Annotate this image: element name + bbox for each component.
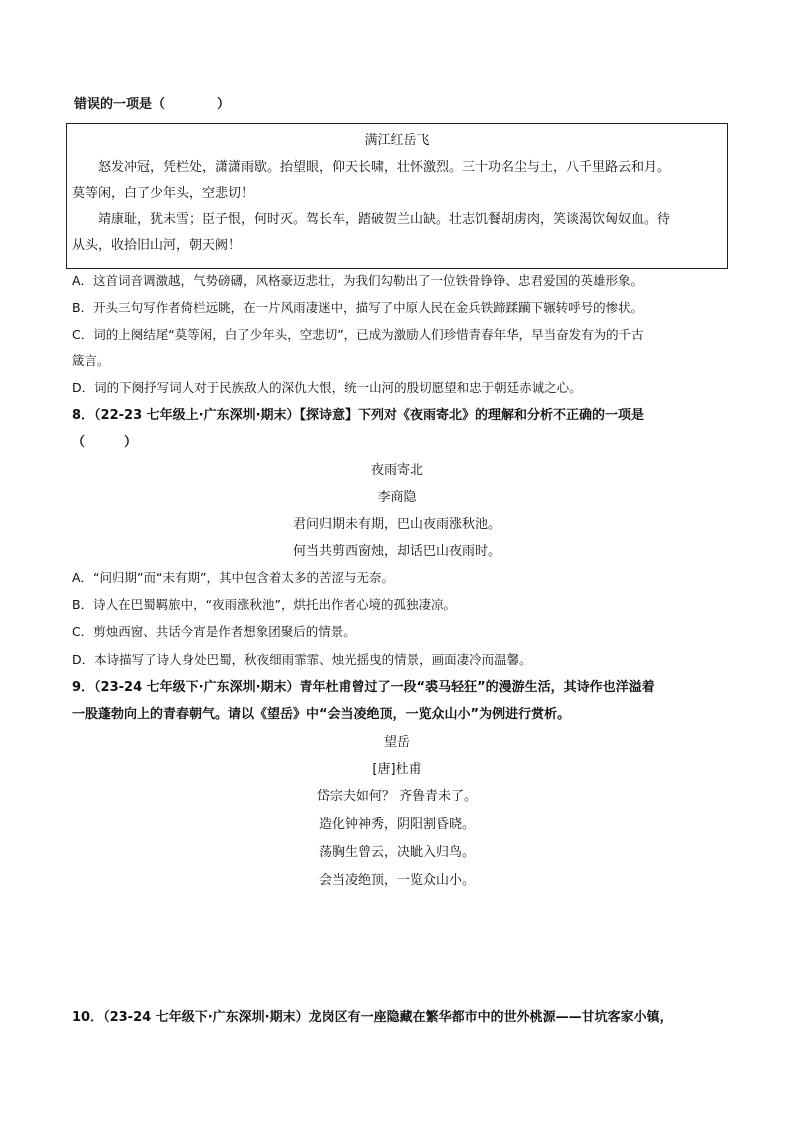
q8-poem-line: 何当共剪西窗烛，却话巴山夜雨时。 bbox=[292, 544, 501, 559]
q7-option-c-cont: 箴言。 bbox=[72, 353, 110, 368]
q9-poem-line: 荡胸生曾云，决眦入归鸟。 bbox=[318, 845, 475, 860]
q7-option-d: D．词的下阕抒写词人对于民族敌人的深仇大恨，统一山河的殷切愿望和忠于朝廷赤诚之心。 bbox=[72, 380, 582, 395]
q9-poem-line: 造化钟神秀，阴阳割昏晓。 bbox=[318, 817, 475, 832]
q7-poem-line: 莫等闲，白了少年头，空悲切！ bbox=[72, 186, 255, 201]
q8-poem-author: 李商隐 bbox=[377, 490, 417, 505]
q7-option-a: A．这首词音调激越，气势磅礴，风格豪迈悲壮，为我们勾勒出了一位铁骨铮铮、忠君爱国的英雄形象。 bbox=[72, 273, 644, 288]
q8-poem-line: 君问归期未有期，巴山夜雨涨秋池。 bbox=[292, 517, 501, 532]
q8-stem: 8．（22-23 七年级上·广东深圳·期末）【探诗意】下列对《夜雨寄北》的理解和分析不正确的一项是 bbox=[72, 408, 645, 423]
q8-option-b: B．诗人在巴蜀羁旅中，“夜雨涨秋池”，烘托出作者心境的孤独凄凉。 bbox=[72, 597, 457, 612]
q7-stem: 错误的一项是（ ） bbox=[74, 97, 231, 112]
q9-poem-line: 会当凌绝顶，一览众山小。 bbox=[318, 873, 475, 888]
q7-poem-line: 靖康耻，犹未雪；臣子恨，何时灭。驾长车，踏破贺兰山缺。壮志饥餐胡虏肉，笑谈渴饮匈奴血。待 bbox=[98, 212, 671, 227]
q9-stem-cont: 一股蓬勃向上的青春朝气。请以《望岳》中“会当凌绝顶，一览众山小”为例进行赏析。 bbox=[72, 707, 571, 722]
q9-poem-line: 岱宗夫如何？ 齐鲁青未了。 bbox=[316, 789, 478, 804]
q9-stem: 9．（23-24 七年级下·广东深圳·期末）青年杜甫曾过了一段“裘马轻狂”的漫游生活，其诗作也洋溢着 bbox=[72, 680, 655, 695]
q7-option-b: B．开头三句写作者倚栏远眺，在一片风雨凄迷中，描写了中原人民在金兵铁蹄蹂躏下辗转呼号的惨状。 bbox=[72, 300, 644, 315]
q9-poem-title: 望岳 bbox=[383, 735, 410, 750]
q7-poem-title: 满江红岳飞 bbox=[364, 133, 430, 148]
q8-poem-title: 夜雨寄北 bbox=[370, 463, 423, 478]
q8-option-d: D．本诗描写了诗人身处巴蜀，秋夜细雨霏霏、烛光摇曳的情景，画面凄冷而温馨。 bbox=[72, 652, 532, 667]
q10-stem: 10．（23-24 七年级下·广东深圳·期末）龙岗区有一座隐藏在繁华都市中的世外桃源——甘坑客家小镇， bbox=[72, 1010, 673, 1025]
q7-option-c: C．词的上阕结尾“莫等闲，白了少年头，空悲切”，已成为激励人们珍惜青春年华，早当奋发有为的千古 bbox=[72, 327, 644, 342]
q7-poem-line: 怒发冲冠，凭栏处，潇潇雨歇。抬望眼，仰天长啸，壮怀激烈。三十功名尘与土，八千里路云和月。 bbox=[98, 160, 671, 175]
q9-poem-author: [唐]杜甫 bbox=[372, 762, 422, 777]
q8-option-c: C．剪烛西窗、共话今宵是作者想象团聚后的情景。 bbox=[72, 624, 356, 639]
q7-poem-line: 从头，收拾旧山河，朝天阙！ bbox=[72, 238, 242, 253]
q8-option-a: A．“问归期”而“未有期”，其中包含着太多的苦涩与无奈。 bbox=[72, 570, 394, 585]
q8-stem-cont: （ ） bbox=[72, 435, 138, 450]
